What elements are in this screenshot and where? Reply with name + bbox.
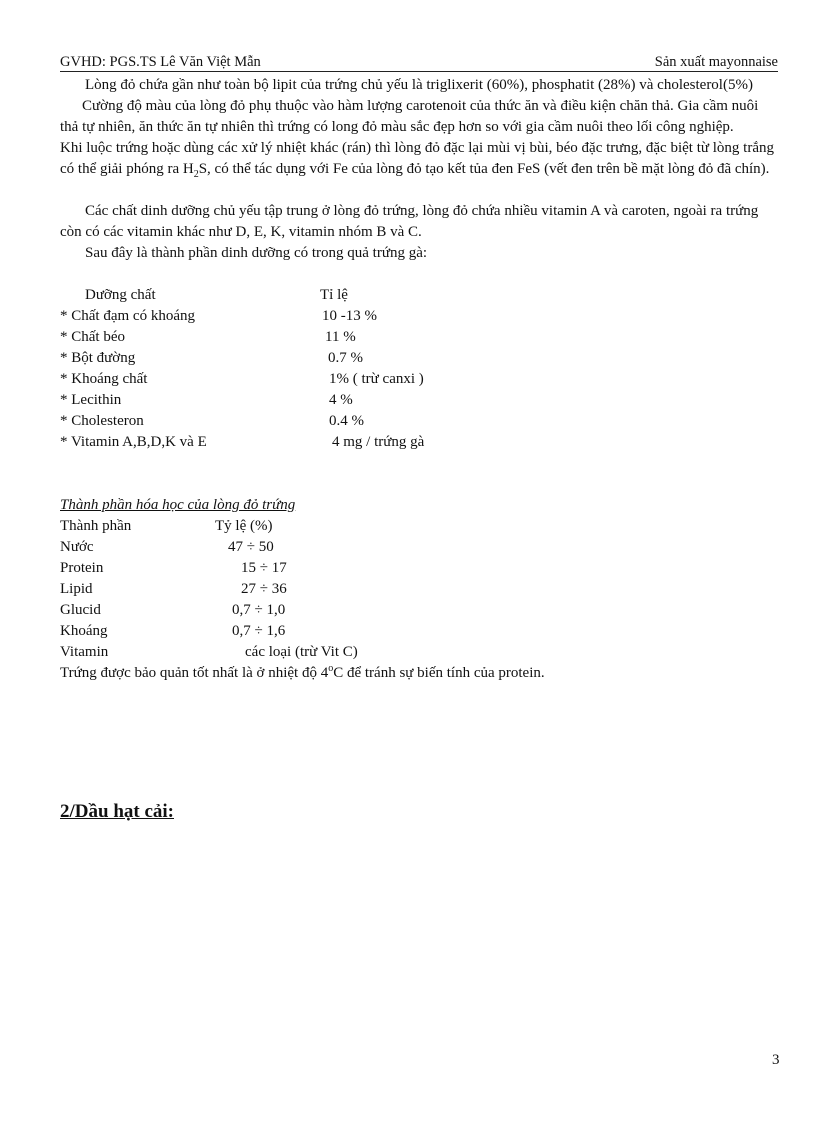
spacer: [60, 453, 780, 474]
paragraph-cooking-part1: Khi luộc trứng hoặc dùng các xử lý nhiệt khác (rán) thì lòng đỏ đặc lại mùi vị bùi, béo đặc trưng, đặc biệt từ lòng trắng có thể giải phóng ra H: [60, 140, 774, 177]
yolk-name: Khoáng: [60, 623, 108, 639]
yolk-header-row: [60, 516, 780, 537]
nutrition-header-value: Tỉ lệ: [320, 287, 348, 303]
paragraph-color: Cường độ màu của lòng đỏ phụ thuộc vào hàm lượng carotenoit của thức ăn và điều kiện chăn thả. Gia cầm nuôi thả tự nhiên, ăn thức ăn tự nhiên thì trứng có long đỏ màu sắc đẹp hơn so với gia cầm nuôi theo lối công nghiệp.: [60, 98, 759, 135]
yolk-name: Lipid: [60, 581, 93, 597]
nutrition-name: * Vitamin A,B,D,K và E: [60, 434, 207, 450]
table-row: [60, 432, 780, 453]
yolk-name: Nước: [60, 539, 94, 555]
nutrition-value: 0.4 %: [329, 413, 364, 429]
nutrition-value: 4 %: [329, 392, 353, 408]
table-row: [60, 537, 780, 558]
header-topic: Sản xuất mayonnaise: [654, 54, 778, 70]
table-row: [60, 327, 780, 348]
yolk-value: các loại (trừ Vit C): [245, 644, 358, 660]
yolk-header-name: Thành phần: [60, 518, 132, 534]
nutrition-value: 0.7 %: [328, 350, 363, 366]
nutrition-name: * Chất béo: [60, 329, 125, 345]
table-row: [60, 306, 780, 327]
table-row: [60, 621, 780, 642]
spacer: [60, 474, 780, 495]
nutrition-table: [60, 285, 780, 453]
yolk-value: 47 ÷ 50: [228, 539, 274, 555]
yolk-table-title: Thành phần hóa học của lòng đỏ trứng: [60, 497, 296, 513]
yolk-name: Glucid: [60, 602, 101, 618]
yolk-header-value: Tỷ lệ (%): [215, 518, 273, 534]
yolk-table: [60, 495, 780, 663]
nutrition-name: * Cholesteron: [60, 413, 144, 429]
yolk-value: 27 ÷ 36: [241, 581, 287, 597]
yolk-name: Protein: [60, 560, 104, 576]
yolk-value: 15 ÷ 17: [241, 560, 287, 576]
nutrition-name: * Chất đạm có khoáng: [60, 308, 195, 324]
nutrition-value: 4 mg / trứng gà: [332, 434, 425, 450]
table-row: [60, 390, 780, 411]
page-header: [60, 54, 778, 72]
paragraph-intro: Sau đây là thành phần dinh dưỡng có trong quả trứng gà:: [85, 245, 428, 261]
table-row: [60, 642, 780, 663]
yolk-name: Vitamin: [60, 644, 109, 660]
table-row: [60, 348, 780, 369]
yolk-value: 0,7 ÷ 1,0: [232, 602, 286, 618]
nutrition-header-row: [60, 285, 780, 306]
nutrition-value: 11 %: [325, 329, 356, 345]
spacer: [60, 180, 780, 201]
table-row: [60, 600, 780, 621]
section-heading: 2/Dầu hạt cải:: [60, 801, 174, 822]
yolk-value: 0,7 ÷ 1,6: [232, 623, 286, 639]
paragraph-cooking: [60, 138, 780, 180]
paragraph-cooking-part2: S, có thể tác dụng với Fe của lòng đỏ tạo kết tủa đen FeS (vết đen trên bề mặt lòng đỏ đã chín).: [198, 161, 770, 177]
table-row: [60, 369, 780, 390]
nutrition-name: * Lecithin: [60, 392, 122, 408]
h2s-subscript: 2: [193, 169, 199, 180]
document-body: [60, 75, 780, 684]
storage-note: [60, 663, 780, 684]
spacer: [60, 264, 780, 285]
storage-note-part2: C để tránh sự biến tính của protein.: [333, 665, 545, 681]
page-number: 3: [772, 1052, 780, 1068]
nutrition-value: 10 -13 %: [322, 308, 377, 324]
storage-note-part1: Trứng được bảo quản tốt nhất là ở nhiệt độ 4: [60, 665, 329, 681]
table-row: [60, 579, 780, 600]
nutrition-header-name: Dưỡng chất: [85, 287, 156, 303]
nutrition-value: 1% ( trừ canxi ): [329, 371, 424, 387]
table-row: [60, 558, 780, 579]
header-advisor: GVHD: PGS.TS Lê Văn Việt Mẫn: [60, 54, 261, 70]
nutrition-name: * Bột đường: [60, 350, 136, 366]
nutrition-name: * Khoáng chất: [60, 371, 148, 387]
table-row: [60, 411, 780, 432]
paragraph-nutrients: Các chất dinh dưỡng chủ yếu tập trung ở lòng đỏ trứng, lòng đỏ chứa nhiều vitamin A và caroten, ngoài ra trứng còn có các vitamin khác như D, E, K, vitamin nhóm B và C.: [60, 203, 759, 240]
degree-superscript: o: [328, 663, 334, 674]
paragraph-lipid: Lòng đỏ chứa gần như toàn bộ lipit của trứng chủ yếu là triglixerit (60%), phosphatit (28%) và cholesterol(5%): [85, 77, 753, 93]
